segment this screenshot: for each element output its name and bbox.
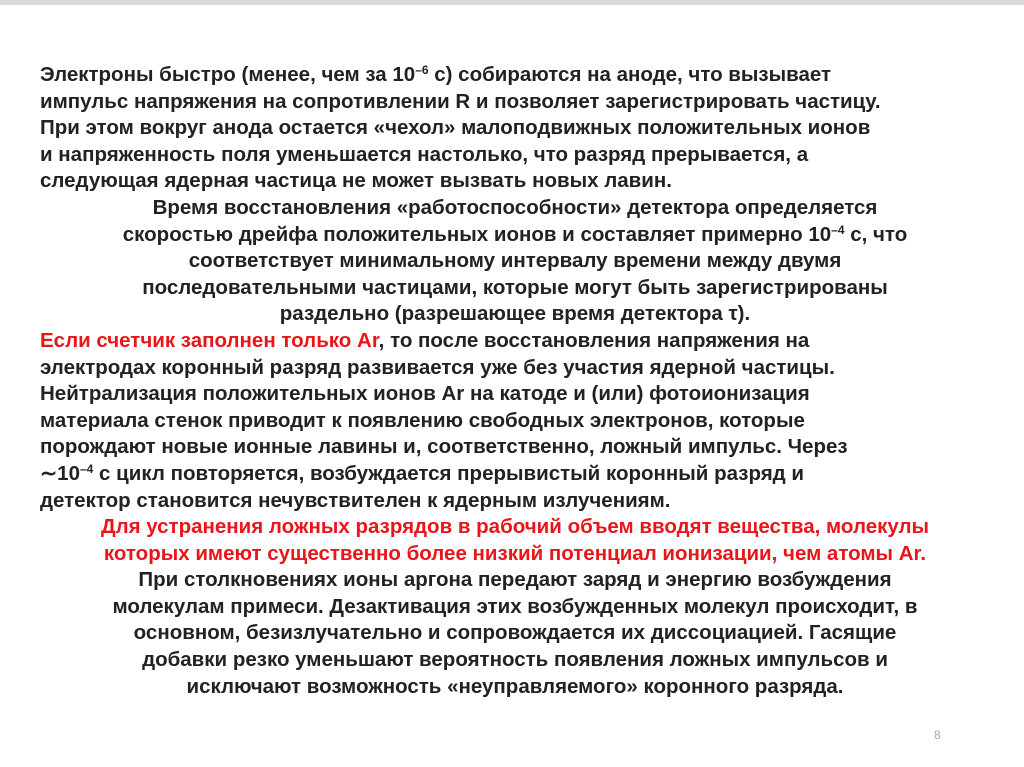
text-line: следующая ядерная частица не может вызвать новых лавин. — [40, 169, 672, 193]
text-line: раздельно (разрешающее время детектора τ). — [279, 302, 751, 326]
text-line: соответствует минимальному интервалу времени между двумя — [188, 249, 842, 273]
text-line: исключают возможность «неуправляемого» коронного разряда. — [186, 674, 844, 698]
top-divider — [0, 0, 1024, 5]
paragraph-quenching — [40, 514, 990, 700]
text-line: электродах коронный разряд развивается уже без участия ядерной частицы. — [40, 355, 835, 379]
highlight-text: Если счетчик заполнен только Ar — [40, 328, 379, 352]
text-line: импульс напряжения на сопротивлении R и позволяет зарегистрировать частицу. — [40, 89, 881, 113]
text-line: Время восстановления «работоспособности» детектора определяется — [152, 195, 878, 219]
paragraph-argon-discharge — [40, 328, 990, 514]
page-number: 8 — [934, 728, 941, 742]
text-line: добавки резко уменьшают вероятность появления ложных импульсов и — [142, 648, 888, 672]
text-line: Электроны быстро (менее, чем за $10^{-6}$ с) собираются на аноде, что вызывает — [40, 63, 832, 86]
text-line: Нейтрализация положительных ионов Ar на катоде и (или) фотоионизация — [40, 382, 810, 406]
slide-text — [40, 62, 990, 700]
paragraph-recovery-time — [40, 195, 990, 328]
paragraph-electron-collection — [40, 62, 990, 195]
text-line: молекулам примеси. Дезактивация этих возбужденных молекул происходит, в — [112, 594, 918, 618]
text-line: основном, безизлучательно и сопровождается их диссоциацией. Гасящие — [133, 621, 897, 645]
text-line: детектор становится нечувствителен к ядерным излучениям. — [40, 488, 671, 512]
text-line: При столкновениях ионы аргона передают заряд и энергию возбуждения — [138, 568, 892, 592]
highlight-text-line: которых имеют существенно более низкий потенциал ионизации, чем атомы Ar. — [103, 541, 927, 565]
text-line: скоростью дрейфа положительных ионов и составляет примерно $10^{-4}$ с, что — [122, 222, 908, 246]
text-line: последовательными частицами, которые могут быть зарегистрированы — [142, 275, 888, 299]
highlight-text-line: Для устранения ложных разрядов в рабочий объем вводят вещества, молекулы — [100, 515, 930, 539]
text-line: $\sim 10^{-4}$ с цикл повторяется, возбуждается прерывистый коронный разряд и — [40, 461, 804, 485]
text-line: и напряженность поля уменьшается настолько, что разряд прерывается, а — [40, 142, 809, 166]
text-line: При этом вокруг анода остается «чехол» малоподвижных положительных ионов — [40, 116, 871, 140]
text-line: порождают новые ионные лавины и, соответственно, ложный импульс. Через — [40, 435, 848, 459]
text-line: материала стенок приводит к появлению свободных электронов, которые — [40, 408, 805, 432]
text-line: Если счетчик заполнен только Ar, то после восстановления напряжения на — [40, 328, 810, 352]
